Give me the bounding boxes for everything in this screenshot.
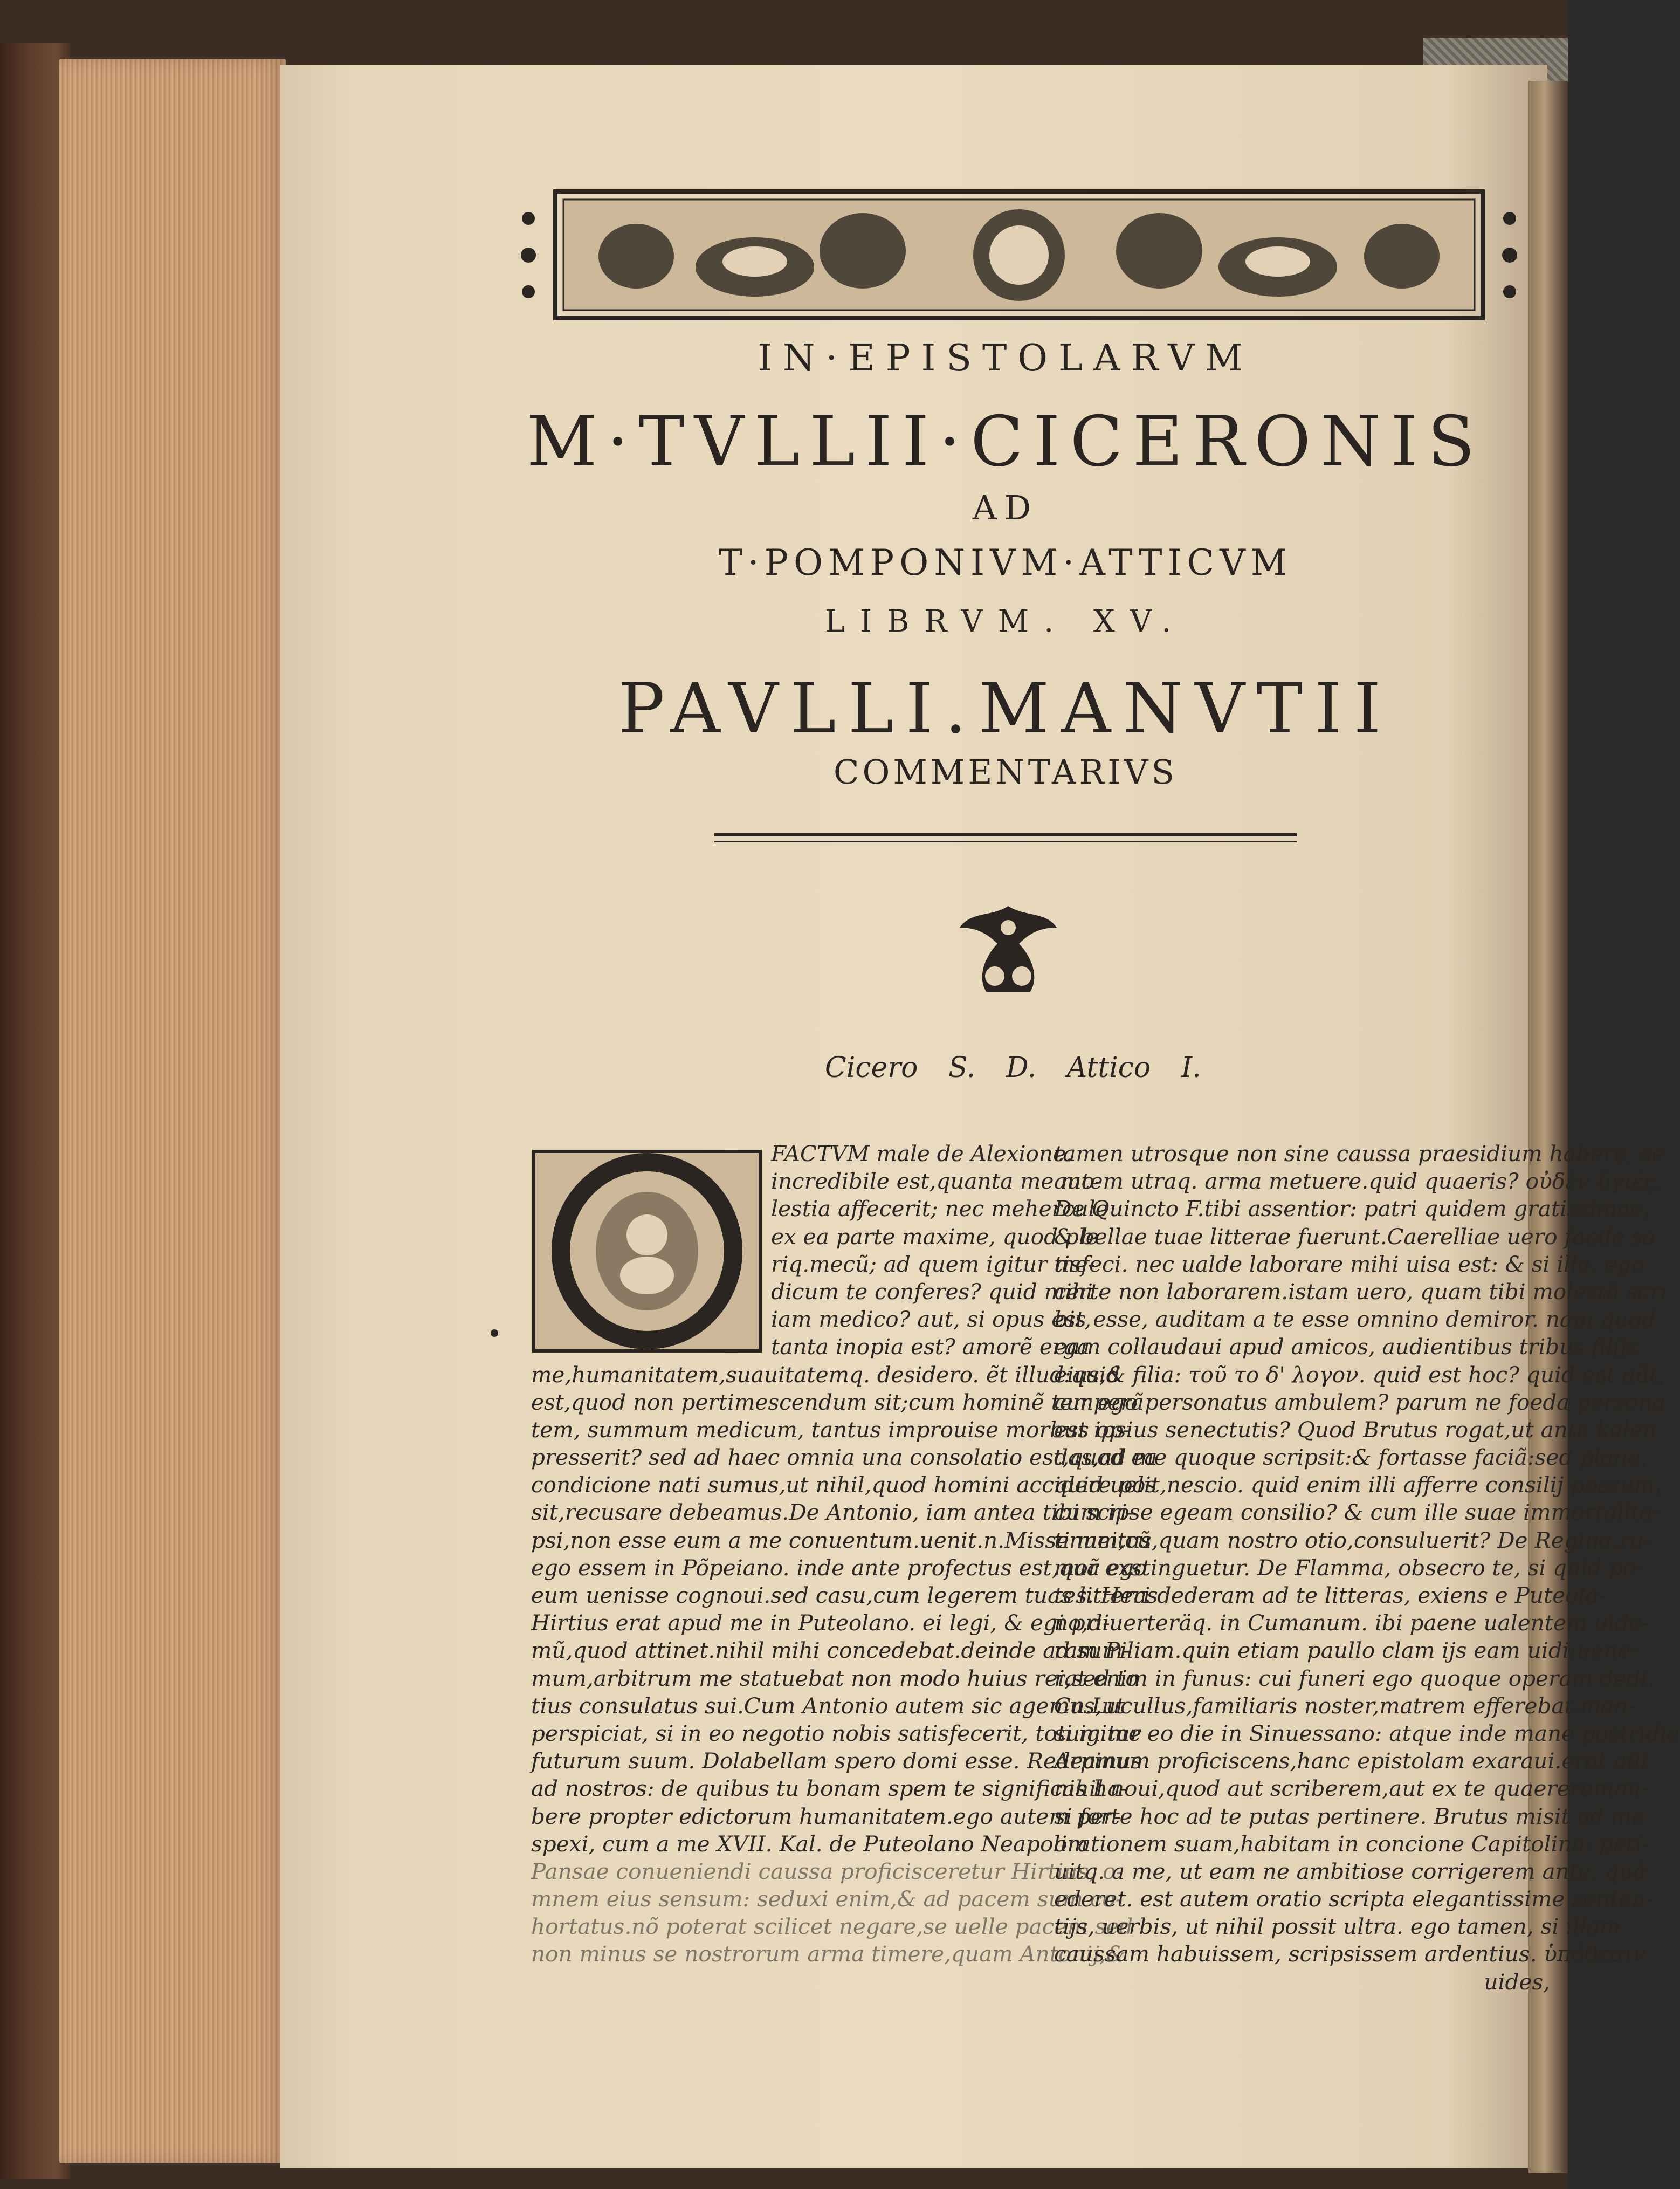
text-line: sit,recusare debeamus.De Antonio, iam antea tibi scri- [531, 1499, 1134, 1526]
header-line-2: M·TVLLII·CICERONIS [526, 402, 1485, 482]
text-line: & bellae tuae litterae fuerunt.Caerelliae uero facile sa [1054, 1223, 1656, 1250]
text-line: ad nostros: de quibus tu bonam spem te significas ha- [531, 1775, 1128, 1802]
text-line: autem utraq. arma metuere.quid quaeris? οὐδὲν ὑγιές. [1054, 1168, 1663, 1195]
text-line: ego essem in Põpeiano. inde ante profectus est,quã ego [531, 1554, 1147, 1581]
margin-dot [491, 1329, 498, 1337]
text-line: si forte hoc ad te putas pertinere. Brutus misit ad me [1054, 1803, 1645, 1829]
text-line: dicum te conferes? quid mihi [771, 1278, 1093, 1305]
text-line: bis esse, auditam a te esse omnino demiror. nam quod [1054, 1306, 1656, 1333]
text-line: hortatus.nõ poterat scilicet negare,se uelle pacem,sed [531, 1913, 1133, 1940]
text-line: Arpinum proficiscens,hanc epistolam exaraui.erat aũt [1054, 1748, 1650, 1774]
text-line: mor exstinguetur. De Flamma, obsecro te, si quid po- [1054, 1554, 1643, 1581]
text-line: eum uenisse cognoui.sed casu,cum legerem tuas litteras [531, 1582, 1158, 1608]
text-line: presserit? sed ad haec omnia una consolatio est,quod ea [531, 1444, 1158, 1471]
text-line: caussam habuissem, scripsissem ardentius. ὑπόθεσιν [1054, 1941, 1647, 1967]
text-line: tius consulatus sui.Cum Antonio autem sic agemus,ut [531, 1692, 1125, 1719]
text-line: quid uelit,nescio. quid enim illi afferre consilij possum, [1054, 1472, 1662, 1498]
text-line: Hirtius erat apud me in Puteolano. ei legi, & egi pri- [531, 1610, 1110, 1636]
text-line: cum ipse egeam consilio? & cum ille suae immortalita- [1054, 1499, 1661, 1526]
text-line: no,diuerteräq. in Cumanum. ibi paene ualentem uide- [1054, 1610, 1649, 1636]
text-line: mũ,quod attinet.nihil mihi concedebat.deinde ad sum- [531, 1637, 1131, 1664]
text-line: tes. Heri dederam ad te litteras, exiens e Puteola- [1054, 1582, 1606, 1608]
title-rule-thin [714, 841, 1297, 842]
header-line-6: PAVLLI.MANVTII [618, 669, 1393, 749]
header-line-7: COMMENTARIVS [834, 752, 1178, 792]
text-line: tisfeci. nec ualde laborare mihi uisa est: & si illa, ego [1054, 1251, 1645, 1277]
text-line: mnem eius sensum: seduxi enim,& ad pacem sum co- [531, 1886, 1123, 1912]
letter-greeting: Cicero S. D. Attico I. [825, 1052, 1201, 1084]
text-line: cur ego personatus ambulem? parum ne foeda persona [1054, 1389, 1665, 1415]
text-line: futurum suum. Dolabellam spero domi esse. Redeamus [531, 1748, 1142, 1774]
text-line: Cn.Lucullus,familiaris noster,matrem efferebat.man- [1054, 1692, 1636, 1719]
text-line: das,ad me quoque scripsit:& fortasse faciã:sed plane, [1054, 1444, 1648, 1471]
text-line: me,humanitatem,suauitatemq. desidero. ẽt illud:quid [531, 1361, 1120, 1388]
text-line: tijs, uerbis, ut nihil possit ultra. ego tamen, si illam [1054, 1913, 1621, 1940]
text-line: psi,non esse eum a me conuentum.uenit.n.Missenum,cũ [531, 1527, 1152, 1553]
text-line: nihil noui,quod aut scriberem,aut ex te quaereremmi- [1054, 1775, 1649, 1802]
text-line: ex ea parte maxime, quod ple [771, 1223, 1099, 1250]
text-line: ram Piliam.quin etiam paullo clam ijs eam uidi:uene- [1054, 1637, 1638, 1664]
text-line: tamen utrosque non sine caussa praesidium habere, se [1054, 1141, 1665, 1166]
header-ornament [512, 186, 1526, 324]
text-line: riq.mecũ; ad quem igitur me- [771, 1251, 1096, 1277]
text-line: spexi, cum a me XVII. Kal. de Puteolano Neapolim [531, 1830, 1088, 1857]
text-line: perspiciat, si in eo negotio nobis satisfecerit, totum me [531, 1720, 1141, 1746]
header-line-1: IN·EPISTOLARVM [758, 337, 1254, 380]
text-line: lestia affecerit; nec mehercule [771, 1196, 1108, 1222]
text-line: est ipsius senectutis? Quod Brutus rogat,ut ante kalen [1054, 1416, 1657, 1443]
title-rule [714, 833, 1297, 836]
text-line: uitq. a me, ut eam ne ambitiose corrigerem ante, quã [1054, 1858, 1646, 1884]
text-line: mum,arbitrum me statuebat non modo huius rei,sed to [531, 1665, 1139, 1691]
text-line: FACTVM male de Alexione. [771, 1141, 1073, 1166]
text-line: orationem suam,habitam in concione Capitolina: peti- [1054, 1830, 1650, 1857]
text-line: tem, summum medicum, tantus improuise morbus op- [531, 1416, 1131, 1443]
text-line: eam collaudaui apud amicos, audientibus tribus filijs [1054, 1334, 1638, 1360]
text-line: si igitur eo die in Sinuessano: atque inde mane postridie [1054, 1720, 1680, 1746]
text-line: ederet. est autem oratio scripta elegantissime senten- [1054, 1886, 1654, 1912]
text-line: uides, [1484, 1968, 1550, 1995]
text-line: rat enim in funus: cui funeri ego quoque operam dedi. [1054, 1665, 1655, 1691]
text-line: ti meitus,quam nostro otio,consuluerit? De Regina,ru- [1054, 1527, 1651, 1553]
text-line: incredibile est,quanta me mo- [771, 1168, 1102, 1195]
text-line: eius,& filia: τοῦ το δ' λογον. quid est hoc? quid est aũt, [1054, 1361, 1665, 1388]
text-line: Pansae conueniendi caussa proficisceretur Hirtius, o- [531, 1858, 1124, 1884]
text-line: non minus se nostrorum arma timere,quam Antonij,& [531, 1941, 1126, 1967]
page-edges [59, 59, 286, 2163]
fleuron-ornament [954, 895, 1062, 1003]
text-line: condicione nati sumus,ut nihil,quod homini accidere pos [531, 1472, 1157, 1498]
text-line: bere propter edictorum humanitatem.ego autem per- [531, 1803, 1121, 1829]
text-line: est,quod non pertimescendum sit;cum hominẽ temperã [531, 1389, 1144, 1415]
text-line: De Quincto F.tibi assentior: patri quidem gratissimae, [1054, 1196, 1650, 1222]
right-text-column [1054, 1140, 1680, 1996]
left-text-column [531, 1140, 1158, 1968]
header-line-4: T·POMPONIVM·ATTICVM [718, 542, 1293, 584]
text-line: iam medico? aut, si opus est, [771, 1306, 1092, 1333]
header-line-5: LIBRVM. XV. [824, 604, 1187, 639]
text-line: certe non laborarem.istam uero, quam tibi molestã scri [1054, 1278, 1668, 1305]
header-line-3: AD [972, 488, 1039, 527]
text-line: tanta inopia est? amorẽ erga [771, 1334, 1090, 1360]
